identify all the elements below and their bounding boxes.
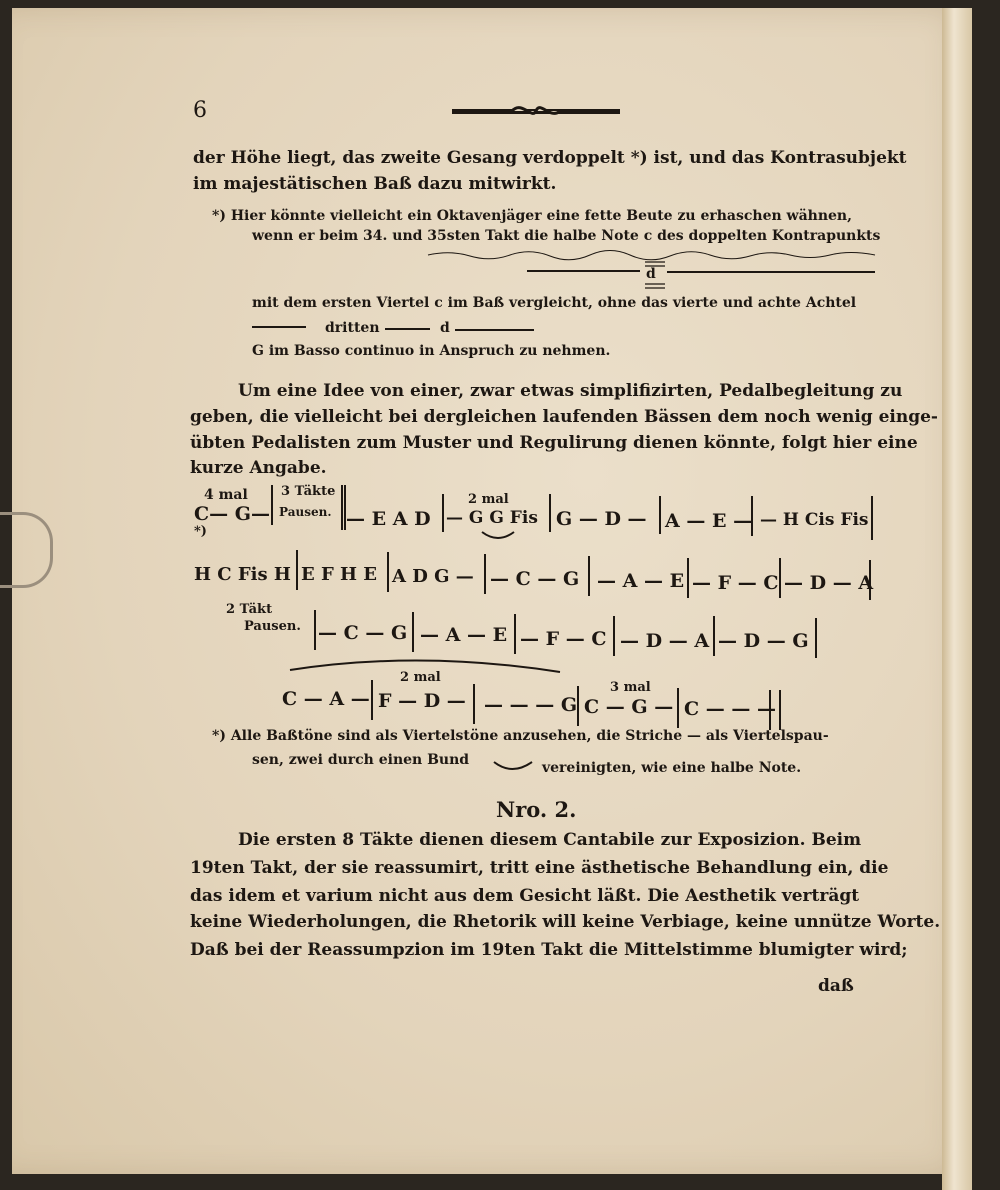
text-line: Die ersten 8 Täkte dienen diesem Cantabile zur Exposizion. Beim — [238, 830, 862, 850]
footnote-line: vereinigten, wie eine halbe Note. — [542, 760, 802, 776]
bass-notes: A — E — — [665, 510, 753, 532]
bass-notes: — D — A — [784, 572, 874, 594]
bass-notes: C — — — — [684, 698, 776, 720]
footnote-line: wenn er beim 34. und 35sten Takt die halbe Note c des doppelten Kontrapunkts — [252, 228, 881, 244]
text-line: 19ten Takt, der sie reassumirt, tritt eine ästhetische Behandlung ein, die — [190, 858, 889, 878]
bass-notes: — D — A — [620, 630, 710, 652]
wavy-rule — [428, 251, 875, 260]
section-heading: Nro. 2. — [496, 797, 577, 822]
footnote-dritten: dritten — [325, 320, 380, 336]
text-line: der Höhe liegt, das zweite Gesang verdoppelt *) ist, und das Kontrasubjekt — [193, 148, 907, 168]
footnote-d: d — [646, 266, 656, 282]
text-line: kurze Angabe. — [190, 458, 327, 478]
text-line: Um eine Idee von einer, zwar etwas simplifizirten, Pedalbegleitung zu — [238, 381, 903, 401]
rest-label: Pausen. — [279, 505, 332, 519]
bass-notes: — C — G — [490, 568, 580, 590]
rest-count: 3 Täkte — [281, 484, 336, 499]
repeat-count: 4 mal — [204, 487, 248, 503]
bass-notes: — G G Fis — [446, 508, 538, 528]
text-line: geben, die vielleicht bei dergleichen laufenden Bässen dem noch wenig einge- — [190, 407, 938, 427]
repeat-count: 3 mal — [610, 680, 651, 695]
bass-notes: — F — C — [692, 572, 779, 594]
footnote-line: *) Alle Baßtöne sind als Viertelstöne anzusehen, die Striche — als Viertelspau- — [212, 728, 829, 744]
bass-notes: — E A D — [346, 508, 431, 530]
bass-notes: — H Cis Fis — [760, 510, 869, 530]
slur — [482, 532, 514, 538]
text-line: im majestätischen Baß dazu mitwirkt. — [193, 174, 557, 194]
footnote-line: sen, zwei durch einen Bund — [252, 752, 470, 768]
text-line: keine Wiederholungen, die Rhetorik will keine Verbiage, keine unnütze Worte. — [190, 912, 941, 932]
footnote-d: d — [440, 320, 450, 336]
page-number: 6 — [193, 98, 207, 123]
text-line: Daß bei der Reassumpzion im 19ten Takt die Mittelstimme blumigter wird; — [190, 940, 908, 960]
bass-notes: F — D — — [378, 690, 466, 712]
bass-notes: — D — G — [718, 630, 809, 652]
bass-notes: C— G— — [194, 503, 270, 525]
catchword: daß — [818, 976, 854, 996]
bass-notes: — A — E — [420, 624, 508, 646]
bass-notes: G — D — — [556, 508, 647, 530]
bass-notes: C — A — — [282, 688, 370, 710]
bass-notes: E F H E — [301, 564, 378, 585]
slur — [290, 660, 560, 672]
rest-count: 2 Täkt — [226, 602, 273, 617]
repeat-count: 2 mal — [400, 670, 441, 685]
text-line: übten Pedalisten zum Muster und Regulirung dienen könnte, folgt hier eine — [190, 433, 918, 453]
repeat-count: 2 mal — [468, 492, 509, 507]
footnote-line: mit dem ersten Viertel c im Baß vergleicht, ohne das vierte und achte Achtel — [252, 295, 857, 311]
footnote-line: *) Hier könnte vielleicht ein Oktavenjäger eine fette Beute zu erhaschen wähnen, — [212, 208, 852, 224]
footnote-line: G im Basso continuo in Anspruch zu nehmen. — [252, 343, 611, 359]
bass-notes: — — — G — [484, 694, 578, 716]
bass-notes: H C Fis H — [194, 564, 291, 585]
footnote-marker: *) — [194, 524, 207, 539]
bass-notes: C — G — — [584, 696, 674, 718]
bass-notes: — F — C — [520, 628, 607, 650]
text-line: das idem et varium nicht aus dem Gesicht läßt. Die Aesthetik verträgt — [190, 886, 860, 906]
slur — [494, 762, 532, 769]
bass-notes: A D G — — [392, 566, 474, 587]
bass-notes: — A — E — [597, 570, 685, 592]
bass-notes: — C — G — [318, 622, 408, 644]
rest-label: Pausen. — [244, 619, 301, 634]
